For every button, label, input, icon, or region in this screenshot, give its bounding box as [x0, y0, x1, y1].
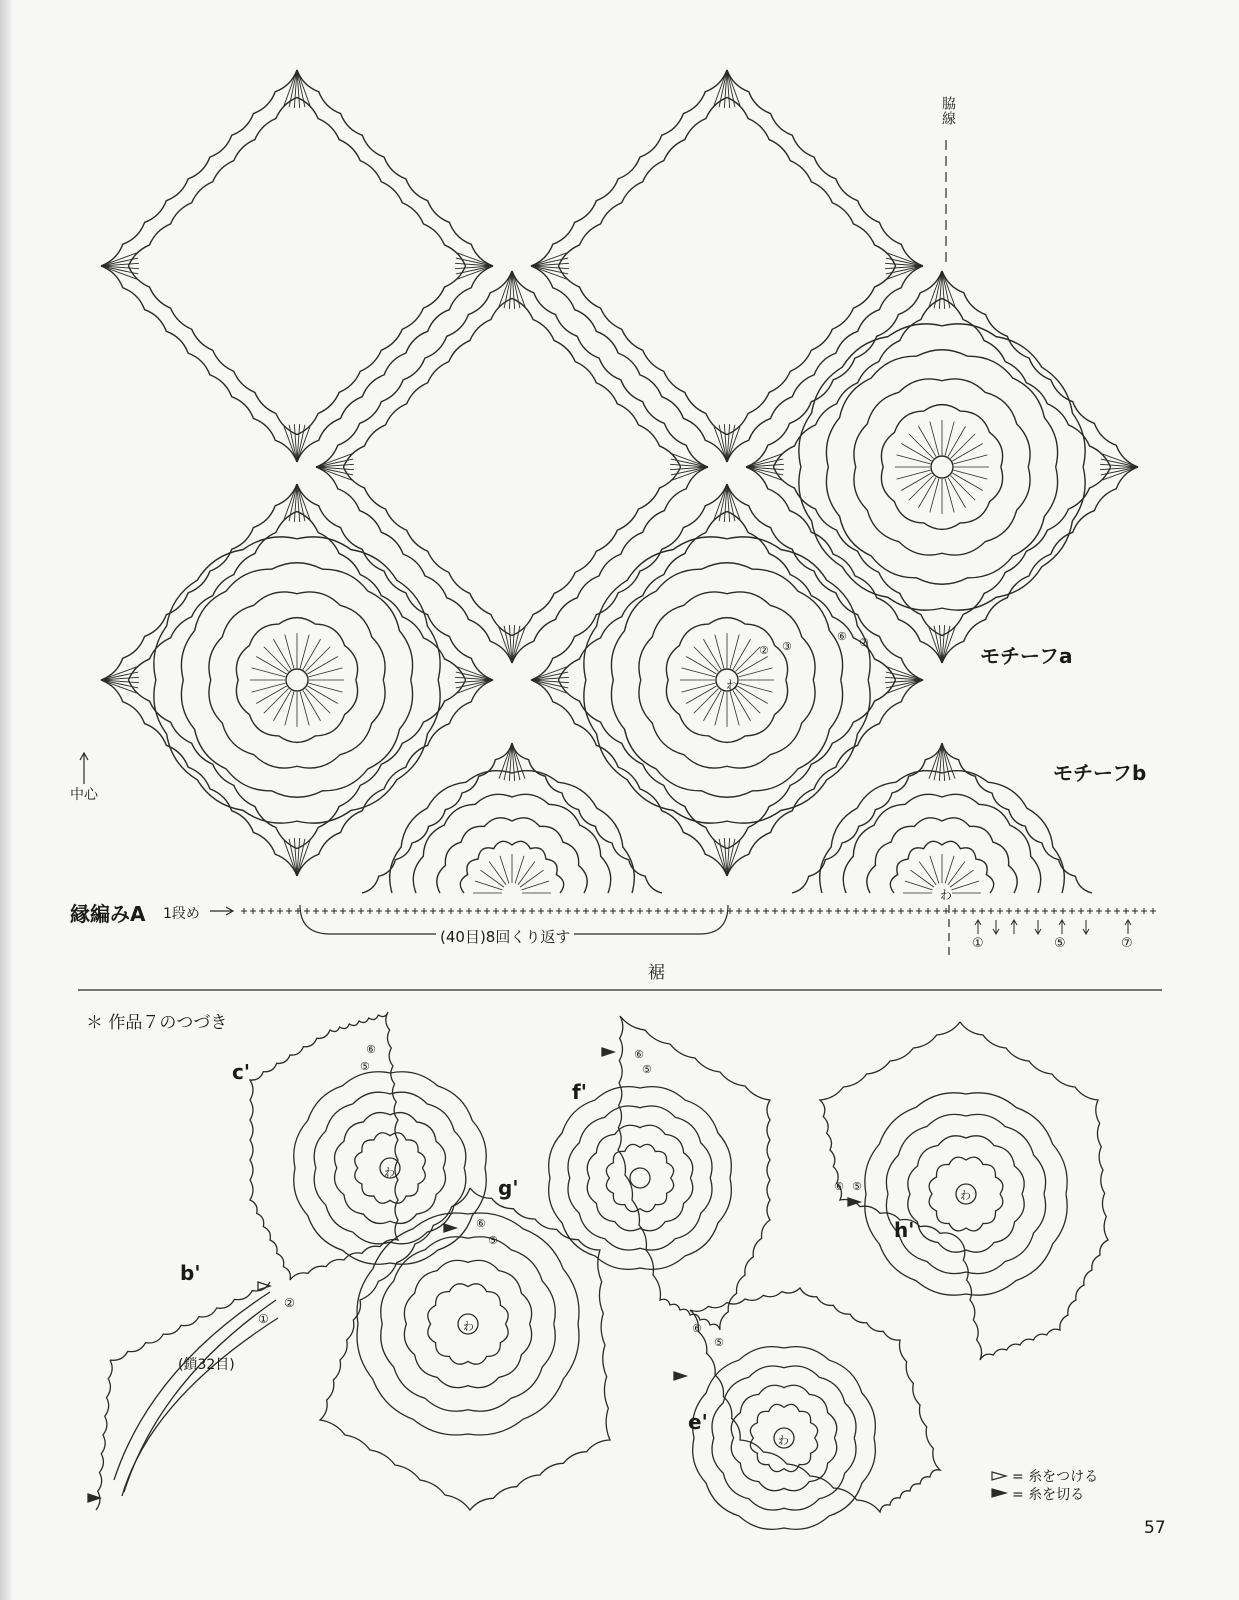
motif-scallop-edge	[316, 467, 512, 663]
piece-b-row-1: ①	[258, 1312, 269, 1326]
motif-inner-edge	[297, 266, 466, 435]
side-seam-label: 脇線	[940, 96, 956, 126]
motif-scallop-edge	[297, 266, 493, 462]
motif-round	[799, 324, 1085, 610]
half-center-spoke	[945, 856, 954, 884]
motif-round	[154, 537, 440, 823]
repeat-label: (40目)8回くり返す	[436, 926, 574, 947]
piece-f-round	[549, 1087, 732, 1270]
edging-row1-label: 1段め	[163, 906, 200, 922]
motif-a-label: モチーフa	[980, 644, 1073, 668]
piece-b-edge	[110, 1282, 270, 1360]
center-spoke	[285, 635, 294, 669]
motif-scallop-edge	[101, 70, 297, 266]
legend-cut-label: = 糸を切る	[1012, 1487, 1085, 1503]
motif-scallop-edge	[297, 70, 493, 266]
piece-f-label: f'	[572, 1080, 587, 1104]
half-center-spoke	[910, 870, 933, 887]
motif-inner-edge	[512, 298, 681, 467]
motif-inner-edge	[343, 467, 512, 636]
piece-h-label: h'	[894, 1218, 915, 1242]
motif-round	[854, 379, 1030, 555]
motif-inner-edge	[558, 97, 727, 266]
piece-g-row-5: ⑤	[488, 1234, 498, 1247]
half-motif-edge	[792, 743, 942, 893]
motif-inner-edge	[727, 266, 896, 435]
center-spoke	[300, 635, 309, 669]
center-label: 中心	[70, 787, 98, 803]
piece-f-round	[587, 1125, 693, 1231]
center-ring	[931, 456, 953, 478]
center-spoke	[252, 668, 286, 677]
motif-row-3: ③	[782, 640, 792, 653]
ring-glyph-e: わ	[778, 1434, 789, 1447]
motif-inner-edge	[558, 266, 727, 435]
center-spoke	[930, 479, 939, 513]
cut-yarn-mark	[88, 1494, 100, 1502]
motif-round	[826, 350, 1057, 585]
half-center-spoke	[515, 856, 524, 884]
half-center-spoke	[952, 881, 980, 890]
center-spoke	[954, 470, 988, 479]
motif-scallop-edge	[316, 271, 512, 467]
motif-inner-edge	[343, 298, 512, 467]
half-center-spoke	[919, 861, 936, 884]
piece-center-ring	[630, 1168, 650, 1188]
cut-yarn-mark	[602, 1048, 614, 1056]
half-center-spoke	[480, 870, 503, 887]
piece-e-outline	[690, 1288, 940, 1512]
continued-label: ＊ 作品７のつづき	[86, 1013, 228, 1033]
half-center-spoke	[500, 856, 509, 884]
half-center-spoke	[930, 856, 939, 884]
upper-motif-grid	[101, 70, 1138, 893]
half-center-spoke	[520, 870, 543, 887]
center-spoke	[285, 692, 294, 726]
ring-glyph-motif-a: わ	[726, 678, 739, 692]
piece-e-row-5: ⑤	[714, 1336, 724, 1349]
piece-g-row-6: ⑥	[476, 1217, 486, 1230]
chain-32-label: (鎖32目)	[178, 1357, 235, 1373]
cut-yarn-mark	[444, 1224, 456, 1232]
piece-c-row-5: ⑤	[360, 1060, 370, 1073]
piece-g-outline	[320, 1188, 610, 1510]
motif-row-6: ⑥	[837, 630, 847, 643]
row-number-5: ⑤	[1054, 936, 1066, 951]
piece-b-label: b'	[180, 1261, 201, 1285]
motif-inner-edge	[512, 467, 681, 636]
motif-scallop-edge	[531, 266, 727, 462]
motif-scallop-edge	[101, 266, 297, 462]
piece-b-row-2: ②	[284, 1296, 295, 1310]
center-spoke	[682, 668, 716, 677]
row-number-7: ⑦	[1121, 936, 1133, 951]
ring-glyph-h: わ	[960, 1189, 971, 1202]
piece-e-row-6: ⑥	[692, 1322, 702, 1335]
motif-row-7: ⑦	[859, 636, 869, 649]
ring-glyph-g: わ	[463, 1320, 474, 1333]
motif-scallop-edge	[727, 70, 923, 266]
motif-inner-edge	[128, 97, 297, 266]
motif-scallop-edge	[512, 271, 708, 467]
piece-e-label: e'	[688, 1410, 708, 1434]
motif-inner-edge	[297, 97, 466, 266]
piece-f-row-5: ⑤	[642, 1063, 652, 1076]
edging-row-stitches	[241, 908, 1156, 934]
center-spoke	[897, 470, 931, 479]
piece-b-chain	[124, 1300, 276, 1492]
legend-attach-mark	[992, 1472, 1006, 1480]
center-spoke	[252, 683, 286, 692]
lower-motif-pieces	[88, 1012, 1108, 1529]
hem-label: 裾	[648, 963, 665, 983]
motif-round	[209, 592, 385, 768]
legend-cut-mark	[992, 1489, 1006, 1497]
center-spoke	[730, 692, 739, 726]
motif-scallop-edge	[512, 467, 708, 663]
center-ring	[286, 669, 308, 691]
chain-32-bracket	[122, 1318, 278, 1496]
motif-inner-edge	[128, 266, 297, 435]
piece-f-row-6: ⑥	[634, 1048, 644, 1061]
piece-h-row-5: ⑤	[852, 1180, 862, 1193]
piece-c-label: c'	[232, 1060, 250, 1084]
ring-glyph-motif-b: わ	[940, 888, 953, 902]
half-center-spoke	[522, 881, 550, 890]
center-spoke	[715, 692, 724, 726]
half-center-spoke	[948, 861, 965, 884]
half-center-spoke	[518, 861, 535, 884]
center-spoke	[897, 455, 931, 464]
motif-row-2: ②	[759, 644, 769, 657]
center-spoke	[930, 422, 939, 456]
ring-glyph-c: わ	[384, 1166, 395, 1179]
motif-inner-edge	[727, 97, 896, 266]
center-spoke	[954, 455, 988, 464]
center-spoke	[730, 635, 739, 669]
motif-scallop-edge	[531, 70, 727, 266]
center-spoke	[739, 668, 773, 677]
half-center-spoke	[489, 861, 506, 884]
piece-f-round	[606, 1144, 673, 1211]
half-motif-edge	[512, 743, 662, 893]
piece-b-edge	[96, 1360, 112, 1510]
piece-c-row-6: ⑥	[366, 1043, 376, 1056]
piece-f-outline	[618, 1016, 770, 1330]
center-spoke	[945, 422, 954, 456]
center-spoke	[309, 668, 343, 677]
edging-a-label: 縁編みA	[70, 902, 146, 926]
row-number-1: ①	[972, 936, 984, 951]
half-center-spoke	[475, 881, 503, 890]
cut-yarn-mark	[674, 1372, 686, 1380]
half-center-spoke	[905, 881, 933, 890]
center-spoke	[309, 683, 343, 692]
center-spoke	[739, 683, 773, 692]
piece-g-label: g'	[498, 1176, 519, 1200]
piece-h-row-6: ⑥	[834, 1180, 844, 1193]
half-motif-edge	[362, 743, 512, 893]
center-spoke	[682, 683, 716, 692]
page-number: 57	[1144, 1518, 1166, 1538]
legend-attach-label: = 糸をつける	[1012, 1469, 1099, 1485]
chart-lines	[78, 140, 1162, 1497]
motif-b-label: モチーフb	[1053, 761, 1147, 785]
center-spoke	[945, 479, 954, 513]
half-center-spoke	[950, 870, 973, 887]
center-spoke	[715, 635, 724, 669]
motif-round	[181, 563, 412, 798]
center-spoke	[300, 692, 309, 726]
